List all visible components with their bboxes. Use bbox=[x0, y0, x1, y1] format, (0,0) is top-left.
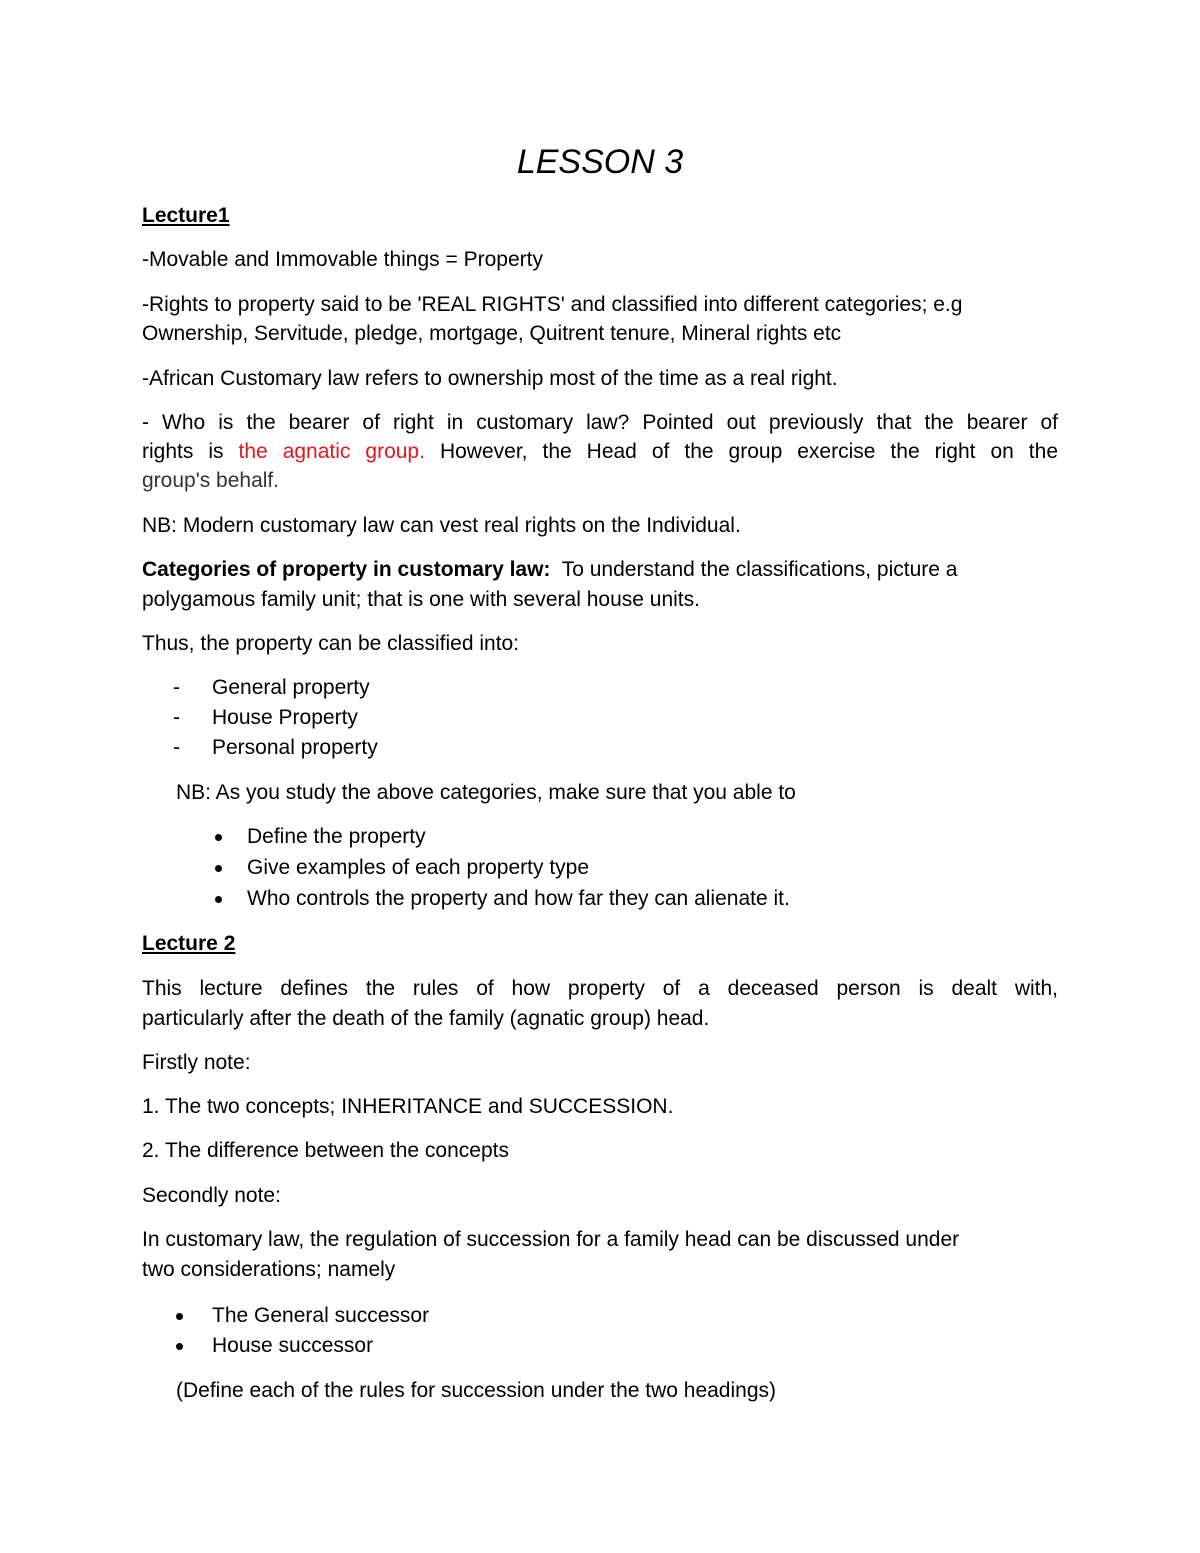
categories-line1 bbox=[142, 555, 957, 585]
lecture2-paragraph-2-line2: two considerations; namely bbox=[142, 1258, 396, 1281]
firstly-note: Firstly note: bbox=[142, 1051, 251, 1074]
bullet-icon bbox=[176, 1343, 183, 1350]
dash-marker: - bbox=[173, 676, 180, 699]
lecture1-paragraph-4-line1: - Who is the bearer of right in customary law? Pointed out previously that the bearer of bbox=[142, 411, 1058, 434]
bullet-icon bbox=[215, 896, 222, 903]
secondly-note: Secondly note: bbox=[142, 1184, 281, 1207]
lecture2-paragraph-2-line1: In customary law, the regulation of succession for a family head can be discussed under bbox=[142, 1228, 960, 1251]
line-text-b: However, the Head of the group exercise the right on the bbox=[439, 440, 1058, 463]
list-item: Who controls the property and how far they can alienate it. bbox=[247, 887, 790, 910]
numbered-item-2: 2. The difference between the concepts bbox=[142, 1139, 509, 1162]
bullet-icon bbox=[215, 834, 222, 841]
lecture1-paragraph-2-line1: -Rights to property said to be 'REAL RIGHTS' and classified into different categories; e.g bbox=[142, 293, 963, 316]
dash-marker: - bbox=[173, 736, 180, 759]
list-item: House successor bbox=[212, 1334, 374, 1357]
lecture2-heading: Lecture 2 bbox=[142, 932, 236, 955]
list-item: Give examples of each property type bbox=[247, 856, 590, 879]
closing-instruction: (Define each of the rules for succession under the two headings) bbox=[176, 1379, 777, 1402]
numbered-item-1: 1. The two concepts; INHERITANCE and SUCCESSION. bbox=[142, 1095, 674, 1118]
lecture1-paragraph-4-line2 bbox=[142, 437, 1058, 467]
list-item: Personal property bbox=[212, 736, 378, 759]
list-item: General property bbox=[212, 676, 370, 699]
categories-line2: polygamous family unit; that is one with several house units. bbox=[142, 588, 700, 611]
line-text-a: rights is bbox=[142, 440, 224, 463]
lecture1-paragraph-3: -African Customary law refers to ownership most of the time as a real right. bbox=[142, 367, 838, 390]
lecture1-paragraph-4-line3: group's behalf. bbox=[142, 469, 280, 492]
lecture1-paragraph-1: -Movable and Immovable things = Property bbox=[142, 248, 543, 271]
thus-line: Thus, the property can be classified into: bbox=[142, 632, 520, 655]
list-item: The General successor bbox=[212, 1304, 430, 1327]
lecture2-paragraph-1-line2: particularly after the death of the family (agnatic group) head. bbox=[142, 1007, 710, 1030]
lecture1-paragraph-2-line2: Ownership, Servitude, pledge, mortgage, Quitrent tenure, Mineral rights etc bbox=[142, 322, 842, 345]
dash-marker: - bbox=[173, 706, 180, 729]
categories-text: To understand the classifications, picture a bbox=[561, 558, 958, 581]
page-title: LESSON 3 bbox=[516, 143, 684, 181]
bullet-icon bbox=[176, 1313, 183, 1320]
categories-heading: Categories of property in customary law: bbox=[142, 558, 551, 581]
lecture1-nb-note: NB: Modern customary law can vest real rights on the Individual. bbox=[142, 514, 741, 537]
highlighted-text: the agnatic group. bbox=[238, 440, 425, 463]
lecture1-nb-study: NB: As you study the above categories, make sure that you able to bbox=[176, 781, 796, 804]
list-item: House Property bbox=[212, 706, 358, 729]
lecture2-paragraph-1-line1: This lecture defines the rules of how property of a deceased person is dealt with, bbox=[142, 977, 1058, 1000]
bullet-icon bbox=[215, 865, 222, 872]
list-item: Define the property bbox=[247, 825, 426, 848]
lecture1-heading: Lecture1 bbox=[142, 204, 230, 227]
